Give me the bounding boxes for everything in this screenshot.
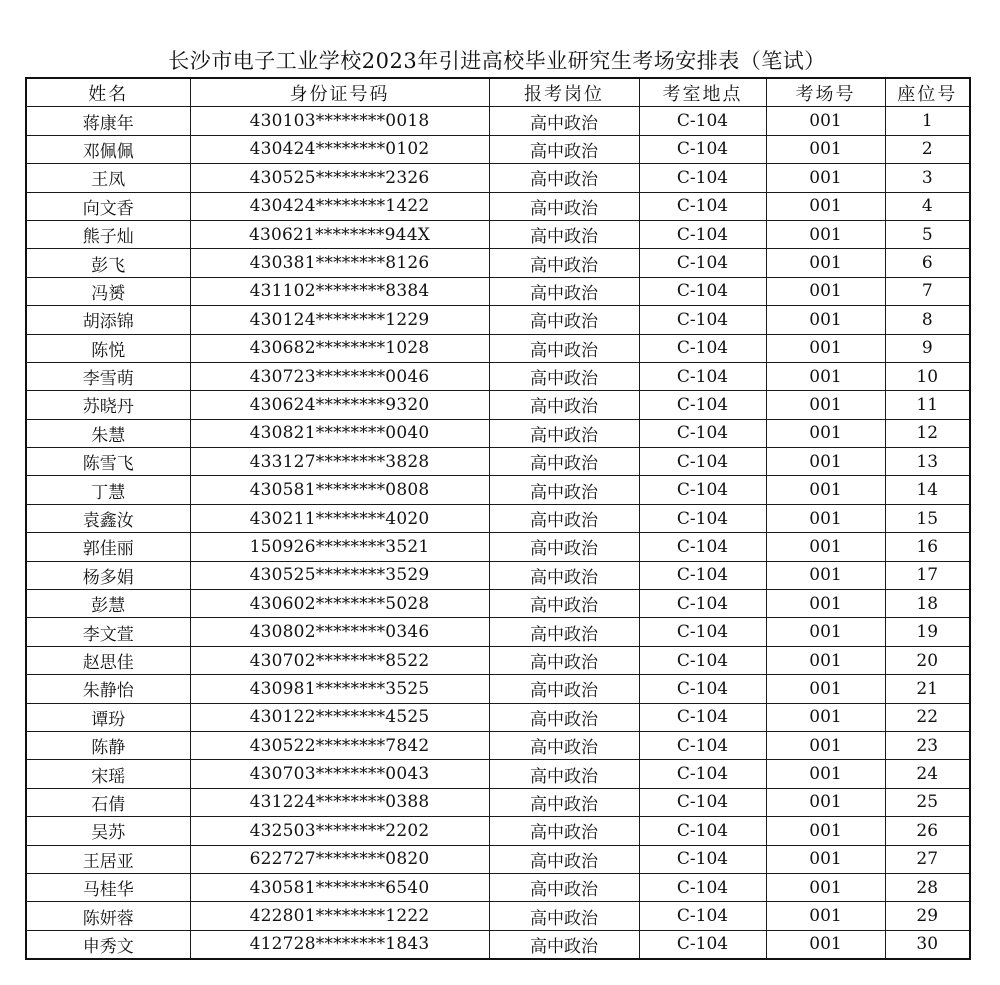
cell-id-number: 430211********4020 bbox=[190, 504, 489, 532]
cell-seat: 11 bbox=[885, 391, 970, 419]
table-row bbox=[26, 675, 970, 703]
cell-seat: 23 bbox=[885, 731, 970, 759]
cell-exam-hall: 001 bbox=[766, 731, 885, 759]
cell-exam-hall: 001 bbox=[766, 760, 885, 788]
cell-seat: 3 bbox=[885, 164, 970, 192]
cell-exam-room: C-104 bbox=[639, 220, 766, 248]
cell-exam-hall: 001 bbox=[766, 419, 885, 447]
cell-name: 朱静怡 bbox=[26, 675, 190, 703]
cell-id-number: 430621********944X bbox=[190, 220, 489, 248]
cell-seat: 27 bbox=[885, 845, 970, 873]
cell-name: 杨多娟 bbox=[26, 561, 190, 589]
cell-name: 王居亚 bbox=[26, 845, 190, 873]
cell-id-number: 430703********0043 bbox=[190, 760, 489, 788]
cell-exam-room: C-104 bbox=[639, 590, 766, 618]
cell-exam-hall: 001 bbox=[766, 788, 885, 816]
table-row bbox=[26, 561, 970, 589]
cell-id-number: 430525********3529 bbox=[190, 561, 489, 589]
table-row bbox=[26, 476, 970, 504]
cell-seat: 1 bbox=[885, 107, 970, 135]
cell-applied-post: 高中政治 bbox=[489, 873, 639, 901]
cell-exam-room: C-104 bbox=[639, 306, 766, 334]
cell-applied-post: 高中政治 bbox=[489, 192, 639, 220]
cell-exam-room: C-104 bbox=[639, 930, 766, 959]
cell-id-number: 430702********8522 bbox=[190, 646, 489, 674]
table-row bbox=[26, 646, 970, 674]
table-row bbox=[26, 249, 970, 277]
cell-applied-post: 高中政治 bbox=[489, 362, 639, 390]
cell-exam-room: C-104 bbox=[639, 646, 766, 674]
cell-applied-post: 高中政治 bbox=[489, 164, 639, 192]
cell-applied-post: 高中政治 bbox=[489, 277, 639, 305]
cell-exam-hall: 001 bbox=[766, 107, 885, 135]
cell-exam-room: C-104 bbox=[639, 277, 766, 305]
table-row bbox=[26, 703, 970, 731]
cell-exam-hall: 001 bbox=[766, 873, 885, 901]
cell-applied-post: 高中政治 bbox=[489, 334, 639, 362]
cell-exam-hall: 001 bbox=[766, 646, 885, 674]
cell-exam-hall: 001 bbox=[766, 277, 885, 305]
cell-name: 李文萱 bbox=[26, 618, 190, 646]
cell-exam-room: C-104 bbox=[639, 192, 766, 220]
cell-seat: 15 bbox=[885, 504, 970, 532]
cell-name: 宋瑶 bbox=[26, 760, 190, 788]
cell-name: 李雪萌 bbox=[26, 362, 190, 390]
cell-id-number: 430624********9320 bbox=[190, 391, 489, 419]
cell-seat: 14 bbox=[885, 476, 970, 504]
table-row bbox=[26, 504, 970, 532]
cell-exam-hall: 001 bbox=[766, 703, 885, 731]
table-row bbox=[26, 590, 970, 618]
cell-name: 陈雪飞 bbox=[26, 448, 190, 476]
cell-name: 石倩 bbox=[26, 788, 190, 816]
table-row bbox=[26, 220, 970, 248]
cell-id-number: 430124********1229 bbox=[190, 306, 489, 334]
cell-name: 申秀文 bbox=[26, 930, 190, 959]
cell-name: 朱慧 bbox=[26, 419, 190, 447]
header-exam-room-location: 考室地点 bbox=[639, 78, 766, 107]
table-row bbox=[26, 930, 970, 959]
cell-applied-post: 高中政治 bbox=[489, 760, 639, 788]
cell-applied-post: 高中政治 bbox=[489, 703, 639, 731]
header-exam-hall-number: 考场号 bbox=[766, 78, 885, 107]
cell-exam-room: C-104 bbox=[639, 391, 766, 419]
cell-name: 胡添锦 bbox=[26, 306, 190, 334]
cell-applied-post: 高中政治 bbox=[489, 533, 639, 561]
header-applied-post: 报考岗位 bbox=[489, 78, 639, 107]
cell-id-number: 430525********2326 bbox=[190, 164, 489, 192]
cell-exam-hall: 001 bbox=[766, 448, 885, 476]
cell-id-number: 430581********0808 bbox=[190, 476, 489, 504]
cell-seat: 16 bbox=[885, 533, 970, 561]
cell-seat: 13 bbox=[885, 448, 970, 476]
cell-seat: 28 bbox=[885, 873, 970, 901]
cell-id-number: 430381********8126 bbox=[190, 249, 489, 277]
cell-seat: 5 bbox=[885, 220, 970, 248]
cell-id-number: 432503********2202 bbox=[190, 817, 489, 845]
cell-applied-post: 高中政治 bbox=[489, 675, 639, 703]
cell-id-number: 431224********0388 bbox=[190, 788, 489, 816]
table-row bbox=[26, 618, 970, 646]
cell-id-number: 412728********1843 bbox=[190, 930, 489, 959]
cell-exam-hall: 001 bbox=[766, 164, 885, 192]
cell-applied-post: 高中政治 bbox=[489, 391, 639, 419]
cell-seat: 4 bbox=[885, 192, 970, 220]
document-title: 长沙市电子工业学校2023年引进高校毕业研究生考场安排表（笔试） bbox=[168, 49, 826, 73]
cell-applied-post: 高中政治 bbox=[489, 249, 639, 277]
cell-id-number: 430802********0346 bbox=[190, 618, 489, 646]
table-row bbox=[26, 760, 970, 788]
cell-exam-room: C-104 bbox=[639, 533, 766, 561]
cell-name: 彭慧 bbox=[26, 590, 190, 618]
cell-applied-post: 高中政治 bbox=[489, 731, 639, 759]
table-row bbox=[26, 788, 970, 816]
cell-name: 丁慧 bbox=[26, 476, 190, 504]
cell-seat: 26 bbox=[885, 817, 970, 845]
cell-exam-hall: 001 bbox=[766, 533, 885, 561]
table-row bbox=[26, 902, 970, 930]
cell-exam-room: C-104 bbox=[639, 845, 766, 873]
cell-seat: 2 bbox=[885, 135, 970, 163]
cell-id-number: 430122********4525 bbox=[190, 703, 489, 731]
cell-applied-post: 高中政治 bbox=[489, 646, 639, 674]
cell-applied-post: 高中政治 bbox=[489, 476, 639, 504]
cell-name: 郭佳丽 bbox=[26, 533, 190, 561]
cell-applied-post: 高中政治 bbox=[489, 306, 639, 334]
cell-exam-hall: 001 bbox=[766, 306, 885, 334]
cell-exam-room: C-104 bbox=[639, 362, 766, 390]
cell-id-number: 430682********1028 bbox=[190, 334, 489, 362]
cell-exam-hall: 001 bbox=[766, 845, 885, 873]
cell-seat: 24 bbox=[885, 760, 970, 788]
cell-exam-hall: 001 bbox=[766, 476, 885, 504]
cell-seat: 25 bbox=[885, 788, 970, 816]
cell-exam-hall: 001 bbox=[766, 902, 885, 930]
cell-seat: 30 bbox=[885, 930, 970, 959]
cell-name: 熊子灿 bbox=[26, 220, 190, 248]
cell-id-number: 430424********0102 bbox=[190, 135, 489, 163]
cell-exam-room: C-104 bbox=[639, 703, 766, 731]
cell-exam-room: C-104 bbox=[639, 135, 766, 163]
table-row bbox=[26, 391, 970, 419]
cell-applied-post: 高中政治 bbox=[489, 817, 639, 845]
table-row bbox=[26, 845, 970, 873]
cell-id-number: 433127********3828 bbox=[190, 448, 489, 476]
cell-name: 苏晓丹 bbox=[26, 391, 190, 419]
cell-name: 王凤 bbox=[26, 164, 190, 192]
cell-name: 赵思佳 bbox=[26, 646, 190, 674]
cell-seat: 12 bbox=[885, 419, 970, 447]
table-row bbox=[26, 334, 970, 362]
cell-applied-post: 高中政治 bbox=[489, 845, 639, 873]
cell-exam-hall: 001 bbox=[766, 362, 885, 390]
cell-name: 陈妍蓉 bbox=[26, 902, 190, 930]
cell-exam-hall: 001 bbox=[766, 192, 885, 220]
cell-name: 吴苏 bbox=[26, 817, 190, 845]
cell-applied-post: 高中政治 bbox=[489, 902, 639, 930]
cell-seat: 21 bbox=[885, 675, 970, 703]
cell-exam-room: C-104 bbox=[639, 873, 766, 901]
cell-exam-room: C-104 bbox=[639, 249, 766, 277]
cell-id-number: 422801********1222 bbox=[190, 902, 489, 930]
cell-applied-post: 高中政治 bbox=[489, 220, 639, 248]
cell-name: 冯赟 bbox=[26, 277, 190, 305]
table-body bbox=[26, 107, 970, 959]
cell-exam-room: C-104 bbox=[639, 107, 766, 135]
cell-seat: 10 bbox=[885, 362, 970, 390]
cell-id-number: 430103********0018 bbox=[190, 107, 489, 135]
cell-seat: 7 bbox=[885, 277, 970, 305]
header-id-number: 身份证号码 bbox=[190, 78, 489, 107]
table-row bbox=[26, 107, 970, 135]
cell-seat: 22 bbox=[885, 703, 970, 731]
cell-name: 彭飞 bbox=[26, 249, 190, 277]
cell-id-number: 430581********6540 bbox=[190, 873, 489, 901]
cell-name: 邓佩佩 bbox=[26, 135, 190, 163]
table-row bbox=[26, 873, 970, 901]
table-row bbox=[26, 362, 970, 390]
cell-id-number: 150926********3521 bbox=[190, 533, 489, 561]
table-row bbox=[26, 192, 970, 220]
cell-applied-post: 高中政治 bbox=[489, 930, 639, 959]
cell-exam-hall: 001 bbox=[766, 391, 885, 419]
cell-name: 谭玢 bbox=[26, 703, 190, 731]
cell-exam-room: C-104 bbox=[639, 618, 766, 646]
cell-applied-post: 高中政治 bbox=[489, 618, 639, 646]
cell-seat: 29 bbox=[885, 902, 970, 930]
table-row bbox=[26, 419, 970, 447]
cell-exam-room: C-104 bbox=[639, 817, 766, 845]
cell-name: 马桂华 bbox=[26, 873, 190, 901]
cell-name: 向文香 bbox=[26, 192, 190, 220]
header-seat-number: 座位号 bbox=[885, 78, 970, 107]
table-row bbox=[26, 533, 970, 561]
cell-seat: 18 bbox=[885, 590, 970, 618]
cell-seat: 6 bbox=[885, 249, 970, 277]
cell-id-number: 430522********7842 bbox=[190, 731, 489, 759]
table-row bbox=[26, 164, 970, 192]
cell-exam-room: C-104 bbox=[639, 675, 766, 703]
cell-exam-room: C-104 bbox=[639, 504, 766, 532]
cell-exam-room: C-104 bbox=[639, 788, 766, 816]
header-name: 姓名 bbox=[26, 78, 190, 107]
cell-id-number: 622727********0820 bbox=[190, 845, 489, 873]
cell-name: 蒋康年 bbox=[26, 107, 190, 135]
cell-exam-room: C-104 bbox=[639, 902, 766, 930]
cell-name: 袁鑫汝 bbox=[26, 504, 190, 532]
cell-exam-room: C-104 bbox=[639, 476, 766, 504]
cell-applied-post: 高中政治 bbox=[489, 561, 639, 589]
cell-seat: 8 bbox=[885, 306, 970, 334]
cell-applied-post: 高中政治 bbox=[489, 448, 639, 476]
cell-exam-hall: 001 bbox=[766, 561, 885, 589]
cell-exam-hall: 001 bbox=[766, 220, 885, 248]
cell-seat: 17 bbox=[885, 561, 970, 589]
table-row bbox=[26, 277, 970, 305]
cell-exam-hall: 001 bbox=[766, 590, 885, 618]
cell-exam-room: C-104 bbox=[639, 164, 766, 192]
cell-applied-post: 高中政治 bbox=[489, 504, 639, 532]
cell-exam-hall: 001 bbox=[766, 504, 885, 532]
cell-applied-post: 高中政治 bbox=[489, 590, 639, 618]
cell-id-number: 430821********0040 bbox=[190, 419, 489, 447]
cell-exam-room: C-104 bbox=[639, 731, 766, 759]
cell-exam-hall: 001 bbox=[766, 334, 885, 362]
cell-id-number: 430981********3525 bbox=[190, 675, 489, 703]
cell-applied-post: 高中政治 bbox=[489, 788, 639, 816]
cell-exam-hall: 001 bbox=[766, 135, 885, 163]
table-row bbox=[26, 731, 970, 759]
cell-exam-hall: 001 bbox=[766, 817, 885, 845]
cell-seat: 20 bbox=[885, 646, 970, 674]
cell-name: 陈静 bbox=[26, 731, 190, 759]
cell-id-number: 430602********5028 bbox=[190, 590, 489, 618]
table-header-row bbox=[26, 78, 970, 107]
table-row bbox=[26, 448, 970, 476]
table-row bbox=[26, 306, 970, 334]
cell-applied-post: 高中政治 bbox=[489, 107, 639, 135]
cell-id-number: 431102********8384 bbox=[190, 277, 489, 305]
cell-exam-hall: 001 bbox=[766, 930, 885, 959]
cell-exam-hall: 001 bbox=[766, 675, 885, 703]
cell-exam-room: C-104 bbox=[639, 561, 766, 589]
exam-seating-table bbox=[25, 77, 971, 960]
cell-exam-room: C-104 bbox=[639, 760, 766, 788]
cell-exam-room: C-104 bbox=[639, 419, 766, 447]
table-row bbox=[26, 817, 970, 845]
cell-exam-hall: 001 bbox=[766, 249, 885, 277]
cell-applied-post: 高中政治 bbox=[489, 135, 639, 163]
cell-exam-hall: 001 bbox=[766, 618, 885, 646]
cell-exam-room: C-104 bbox=[639, 334, 766, 362]
cell-id-number: 430723********0046 bbox=[190, 362, 489, 390]
cell-exam-room: C-104 bbox=[639, 448, 766, 476]
cell-seat: 19 bbox=[885, 618, 970, 646]
cell-id-number: 430424********1422 bbox=[190, 192, 489, 220]
cell-name: 陈悦 bbox=[26, 334, 190, 362]
cell-seat: 9 bbox=[885, 334, 970, 362]
table-row bbox=[26, 135, 970, 163]
cell-applied-post: 高中政治 bbox=[489, 419, 639, 447]
